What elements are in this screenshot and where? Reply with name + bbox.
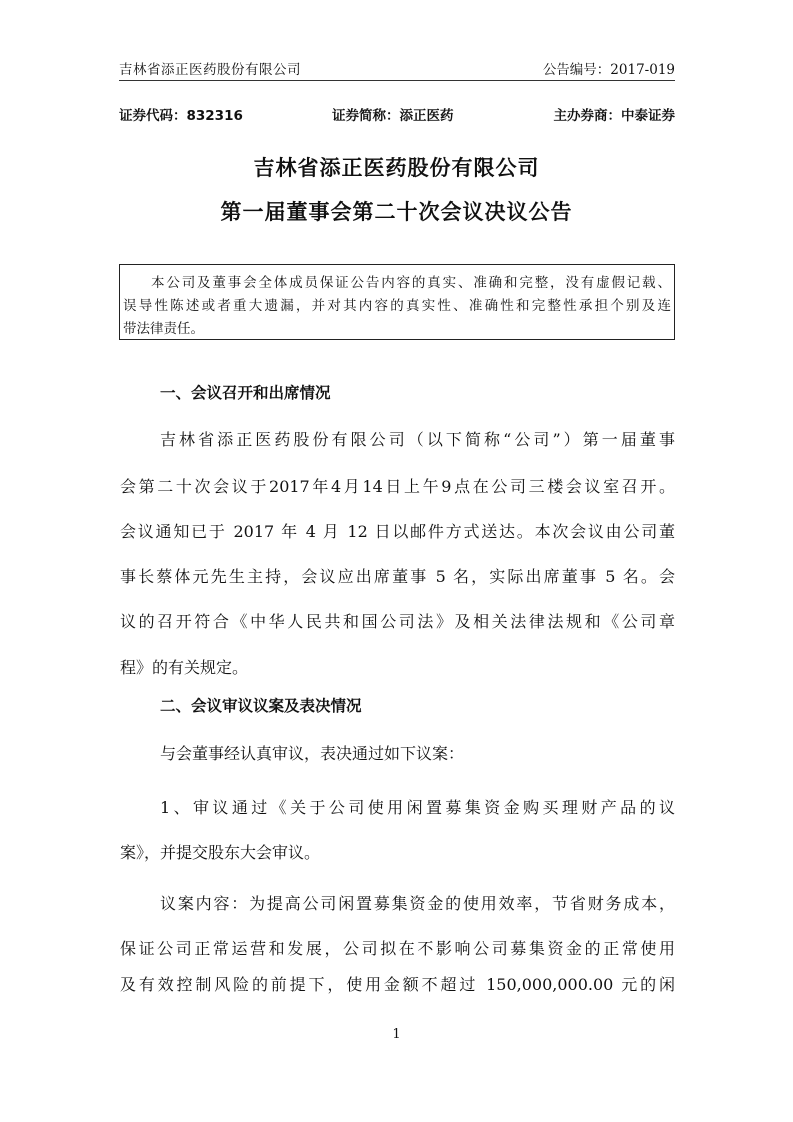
securities-short-name: 证券简称：添正医药 [332,108,454,124]
paragraph-line: 吉林省添正医药股份有限公司（以下简称“公司”）第一届董事 [160,430,675,449]
disclaimer-line: 带法律责任。 [123,321,204,337]
document-title-company: 吉林省添正医药股份有限公司 [253,156,540,180]
disclaimer-line: 误导性陈述或者重大遗漏，并对其内容的真实性、准确性和完整性承担个别及连 [123,298,671,314]
header-company-name: 吉林省添正医药股份有限公司 [119,62,301,78]
securities-info-line [119,104,675,124]
paragraph-line: 保证公司正常运营和发展，公司拟在不影响公司募集资金的正常使用 [120,939,675,958]
page-number: 1 [392,1027,401,1042]
resolution-item-line: 案》，并提交股东大会审议。 [120,843,321,862]
document-title-subject: 第一届董事会第二十次会议决议公告 [220,200,573,224]
paragraph-line: 与会董事经认真审议，表决通过如下议案： [160,744,465,763]
paragraph-line: 及有效控制风险的前提下，使用金额不超过 150,000,000.00 元的闲 [120,975,675,994]
paragraph-line: 会第二十次会议于2017年4月14日上午9点在公司三楼会议室召开。 [120,477,675,496]
paragraph-line: 会议通知已于 2017 年 4 月 12 日以邮件方式送达。本次会议由公司董 [120,522,675,541]
securities-code: 证券代码：832316 [119,108,243,124]
sponsor-broker: 主办券商：中泰证券 [553,108,675,124]
section-heading-meeting: 一、会议召开和出席情况 [160,384,331,402]
section-heading-resolutions: 二、会议审议议案及表决情况 [160,697,362,715]
resolution-item-line: 1、审议通过《关于公司使用闲置募集资金购买理财产品的议 [160,798,675,817]
header-announcement-number: 公告编号：2017-019 [542,62,675,78]
disclaimer-box [119,264,675,340]
paragraph-line: 事长蔡体元先生主持，会议应出席董事 5 名，实际出席董事 5 名。会 [120,567,675,586]
disclaimer-line: 本公司及董事会全体成员保证公告内容的真实、准确和完整，没有虚假记载、 [151,275,671,291]
paragraph-line: 议案内容：为提高公司闲置募集资金的使用效率，节省财务成本， [160,894,675,913]
paragraph-line: 议的召开符合《中华人民共和国公司法》及相关法律法规和《公司章 [120,612,675,631]
paragraph-line: 程》的有关规定。 [120,658,249,677]
running-header [119,58,675,81]
